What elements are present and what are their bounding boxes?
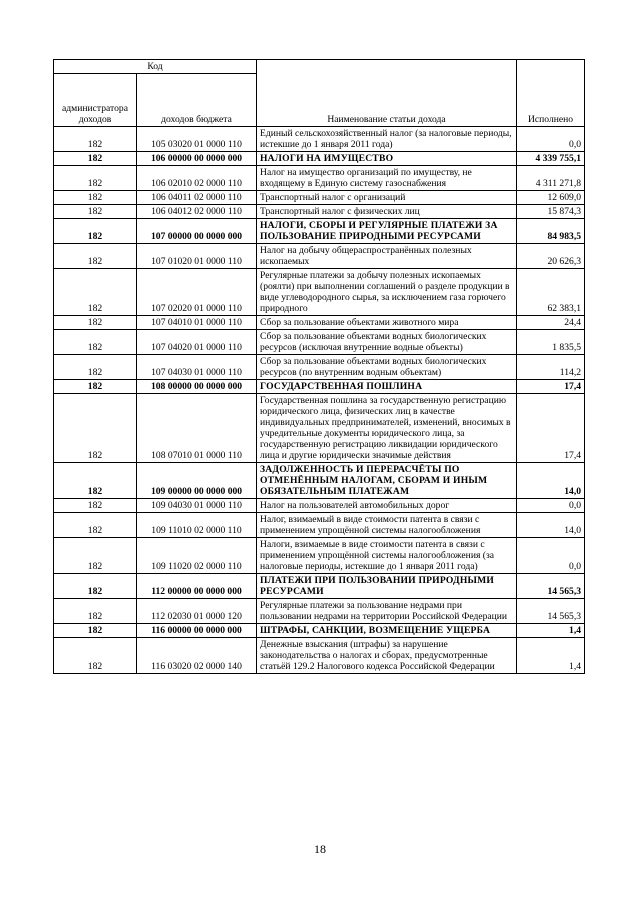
admin-code-cell: 182 bbox=[54, 638, 137, 674]
budget-code-cell: 107 04030 01 0000 110 bbox=[137, 355, 257, 380]
income-name-cell: Единый сельскохозяйственный налог (за налоговые периоды, истекшие до 1 января 2011 года) bbox=[257, 127, 517, 152]
table-row bbox=[54, 499, 585, 513]
executed-value-cell: 0,0 bbox=[517, 499, 585, 513]
budget-code-cell: 107 01020 01 0000 110 bbox=[137, 244, 257, 269]
admin-code-cell: 182 bbox=[54, 152, 137, 166]
executed-value-cell: 20 626,3 bbox=[517, 244, 585, 269]
income-name-cell: Транспортный налог с организаций bbox=[257, 191, 517, 205]
budget-code-cell: 112 00000 00 0000 000 bbox=[137, 574, 257, 599]
executed-value-cell: 1 835,5 bbox=[517, 330, 585, 355]
income-name-cell: Сбор за пользование объектами водных биологических ресурсов (исключая внутренние водные объекты) bbox=[257, 330, 517, 355]
table-row bbox=[54, 330, 585, 355]
budget-code-cell: 109 00000 00 0000 000 bbox=[137, 463, 257, 499]
executed-value-cell: 62 383,1 bbox=[517, 269, 585, 316]
code-group-header: Код bbox=[54, 60, 257, 74]
budget-code-cell: 109 11020 02 0000 110 bbox=[137, 538, 257, 574]
table-row bbox=[54, 166, 585, 191]
budget-code-cell: 107 04010 01 0000 110 bbox=[137, 316, 257, 330]
executed-value-cell: 12 609,0 bbox=[517, 191, 585, 205]
budget-code-cell: 107 04020 01 0000 110 bbox=[137, 330, 257, 355]
executed-value-cell: 15 874,3 bbox=[517, 205, 585, 219]
table-row bbox=[54, 244, 585, 269]
table-row bbox=[54, 624, 585, 638]
admin-code-cell: 182 bbox=[54, 499, 137, 513]
budget-code-cell: 106 04011 02 0000 110 bbox=[137, 191, 257, 205]
executed-value-cell: 14 565,3 bbox=[517, 574, 585, 599]
executed-value-cell: 24,4 bbox=[517, 316, 585, 330]
admin-code-cell: 182 bbox=[54, 191, 137, 205]
income-name-cell: Сбор за пользование объектами животного мира bbox=[257, 316, 517, 330]
executed-header: Исполнено bbox=[517, 60, 585, 127]
table-row bbox=[54, 205, 585, 219]
executed-value-cell: 84 983,5 bbox=[517, 219, 585, 244]
income-name-cell: Налог на добычу общераспространённых полезных ископаемых bbox=[257, 244, 517, 269]
executed-value-cell: 0,0 bbox=[517, 538, 585, 574]
table-row bbox=[54, 463, 585, 499]
budget-code-cell: 106 04012 02 0000 110 bbox=[137, 205, 257, 219]
page-number: 18 bbox=[314, 842, 326, 856]
admin-code-cell: 182 bbox=[54, 599, 137, 624]
admin-code-cell: 182 bbox=[54, 463, 137, 499]
executed-value-cell: 1,4 bbox=[517, 638, 585, 674]
income-name-cell: Налоги, взимаемые в виде стоимости патента в связи с применением упрощённой системы налогообложения (за налоговые периоды, истекшие до 1 января 2011 года) bbox=[257, 538, 517, 574]
budget-code-cell: 116 00000 00 0000 000 bbox=[137, 624, 257, 638]
table-row bbox=[54, 513, 585, 538]
executed-value-cell: 14 565,3 bbox=[517, 599, 585, 624]
admin-code-cell: 182 bbox=[54, 269, 137, 316]
executed-value-cell: 4 339 755,1 bbox=[517, 152, 585, 166]
executed-value-cell: 17,4 bbox=[517, 380, 585, 394]
income-name-header: Наименование статьи дохода bbox=[257, 60, 517, 127]
executed-value-cell: 4 311 271,8 bbox=[517, 166, 585, 191]
admin-code-cell: 182 bbox=[54, 219, 137, 244]
budget-code-cell: 109 04030 01 0000 110 bbox=[137, 499, 257, 513]
budget-code-cell: 109 11010 02 0000 110 bbox=[137, 513, 257, 538]
budget-code-cell: 107 02020 01 0000 110 bbox=[137, 269, 257, 316]
table-body bbox=[54, 127, 585, 674]
admin-code-cell: 182 bbox=[54, 166, 137, 191]
income-name-cell: Регулярные платежи за пользование недрами при пользовании недрами на территории Российской Федерации bbox=[257, 599, 517, 624]
admin-code-header: администратора доходов bbox=[54, 74, 137, 127]
executed-value-cell: 114,2 bbox=[517, 355, 585, 380]
budget-code-header: доходов бюджета bbox=[137, 74, 257, 127]
admin-code-cell: 182 bbox=[54, 205, 137, 219]
table-row bbox=[54, 599, 585, 624]
admin-code-cell: 182 bbox=[54, 624, 137, 638]
table-row bbox=[54, 538, 585, 574]
income-name-cell: Налог, взимаемый в виде стоимости патента в связи с применением упрощённой системы налогообложения bbox=[257, 513, 517, 538]
income-name-cell: Налог на имущество организаций по имуществу, не входящему в Единую систему газоснабжения bbox=[257, 166, 517, 191]
income-name-cell: ПЛАТЕЖИ ПРИ ПОЛЬЗОВАНИИ ПРИРОДНЫМИ РЕСУРСАМИ bbox=[257, 574, 517, 599]
income-name-cell: Денежные взыскания (штрафы) за нарушение законодательства о налогах и сборах, предусмотренные статьёй 129.2 Налогового кодекса Российской Федерации bbox=[257, 638, 517, 674]
income-name-cell: НАЛОГИ, СБОРЫ И РЕГУЛЯРНЫЕ ПЛАТЕЖИ ЗА ПОЛЬЗОВАНИЕ ПРИРОДНЫМИ РЕСУРСАМИ bbox=[257, 219, 517, 244]
executed-value-cell: 14,0 bbox=[517, 463, 585, 499]
income-name-cell: Регулярные платежи за добычу полезных ископаемых (роялти) при выполнении соглашений о разделе продукции в виде углеводородного сырья, за исключением газа горючего природного bbox=[257, 269, 517, 316]
income-name-cell: ГОСУДАРСТВЕННАЯ ПОШЛИНА bbox=[257, 380, 517, 394]
table-row bbox=[54, 638, 585, 674]
admin-code-cell: 182 bbox=[54, 574, 137, 599]
income-name-cell: Транспортный налог с физических лиц bbox=[257, 205, 517, 219]
executed-value-cell: 17,4 bbox=[517, 394, 585, 463]
budget-code-cell: 106 02010 02 0000 110 bbox=[137, 166, 257, 191]
budget-code-cell: 106 00000 00 0000 000 bbox=[137, 152, 257, 166]
table-row bbox=[54, 380, 585, 394]
executed-value-cell: 14,0 bbox=[517, 513, 585, 538]
income-name-cell: ЗАДОЛЖЕННОСТЬ И ПЕРЕРАСЧЁТЫ ПО ОТМЕНЁННЫМ НАЛОГАМ, СБОРАМ И ИНЫМ ОБЯЗАТЕЛЬНЫМ ПЛАТЕЖАМ bbox=[257, 463, 517, 499]
budget-code-cell: 108 07010 01 0000 110 bbox=[137, 394, 257, 463]
admin-code-cell: 182 bbox=[54, 355, 137, 380]
admin-code-cell: 182 bbox=[54, 380, 137, 394]
admin-code-cell: 182 bbox=[54, 316, 137, 330]
income-name-cell: ШТРАФЫ, САНКЦИИ, ВОЗМЕЩЕНИЕ УЩЕРБА bbox=[257, 624, 517, 638]
admin-code-cell: 182 bbox=[54, 330, 137, 355]
admin-code-cell: 182 bbox=[54, 394, 137, 463]
revenue-table bbox=[53, 59, 585, 674]
budget-code-cell: 108 00000 00 0000 000 bbox=[137, 380, 257, 394]
budget-code-cell: 116 03020 02 0000 140 bbox=[137, 638, 257, 674]
income-name-cell: Налог на пользователей автомобильных дорог bbox=[257, 499, 517, 513]
table-row bbox=[54, 269, 585, 316]
table-row bbox=[54, 219, 585, 244]
income-name-cell: НАЛОГИ НА ИМУЩЕСТВО bbox=[257, 152, 517, 166]
table-row bbox=[54, 574, 585, 599]
table-row bbox=[54, 355, 585, 380]
budget-code-cell: 105 03020 01 0000 110 bbox=[137, 127, 257, 152]
income-name-cell: Сбор за пользование объектами водных биологических ресурсов (по внутренним водным объектам) bbox=[257, 355, 517, 380]
table-row bbox=[54, 191, 585, 205]
income-name-cell: Государственная пошлина за государственную регистрацию юридического лица, физических лиц в качестве индивидуальных предпринимателей, изменений, вносимых в учредительные документы юридического лица, за государственную регистрацию ликвидации юридического лица и другие юридически значимые действия bbox=[257, 394, 517, 463]
table-row bbox=[54, 394, 585, 463]
budget-code-cell: 112 02030 01 0000 120 bbox=[137, 599, 257, 624]
table-row bbox=[54, 316, 585, 330]
table-row bbox=[54, 127, 585, 152]
admin-code-cell: 182 bbox=[54, 127, 137, 152]
admin-code-cell: 182 bbox=[54, 244, 137, 269]
table-row bbox=[54, 152, 585, 166]
executed-value-cell: 0,0 bbox=[517, 127, 585, 152]
admin-code-cell: 182 bbox=[54, 538, 137, 574]
admin-code-cell: 182 bbox=[54, 513, 137, 538]
executed-value-cell: 1,4 bbox=[517, 624, 585, 638]
budget-code-cell: 107 00000 00 0000 000 bbox=[137, 219, 257, 244]
